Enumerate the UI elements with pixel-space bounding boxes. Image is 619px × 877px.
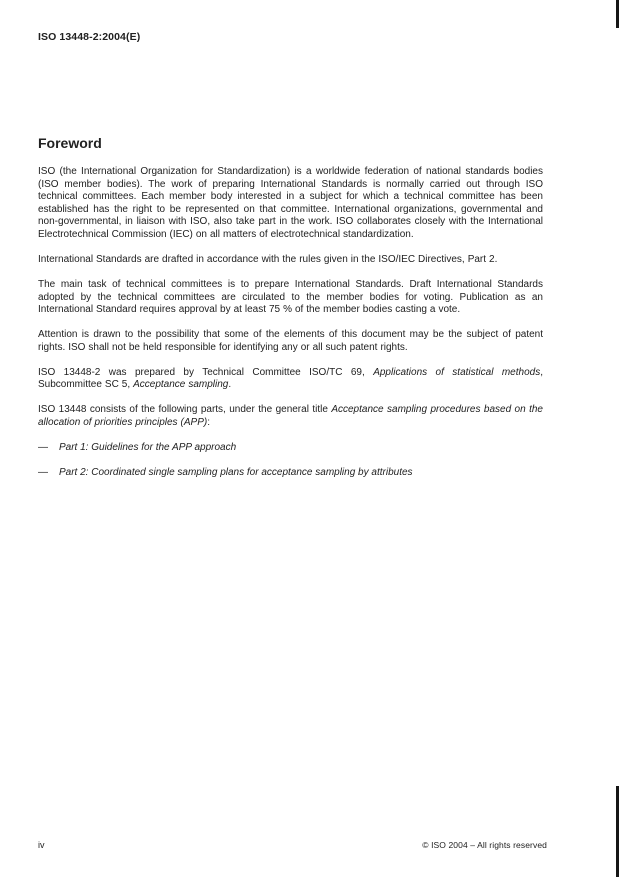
committee-title-italic: Applications of statistical methods bbox=[373, 366, 541, 378]
page-number: iv bbox=[38, 840, 45, 850]
doc-number-header: ISO 13448-2:2004(E) bbox=[38, 31, 141, 43]
series-general-title-italic: Acceptance sampling procedures based on the allocation of priorities principles (APP) bbox=[38, 404, 543, 428]
paragraph-patent-rights: Attention is drawn to the possibility that some of the elements of this document may be the subject of patent rights. ISO shall not be held responsible for identifying any or all such patent rights. bbox=[38, 329, 543, 353]
paragraph-committee bbox=[38, 367, 543, 392]
paragraph-directives: International Standards are drafted in accordance with the rules given in the ISO/IEC Directives, Part 2. bbox=[38, 253, 498, 265]
copyright-notice: © ISO 2004 – All rights reserved bbox=[422, 840, 547, 850]
em-dash-marker: — bbox=[38, 467, 48, 479]
em-dash-marker: — bbox=[38, 442, 48, 454]
part-2-label: Part 2: Coordinated single sampling plans for acceptance sampling by attributes bbox=[59, 467, 413, 479]
paragraph-committee-text: , Subcommittee SC 5, bbox=[38, 366, 543, 391]
paragraph-committee-text: . bbox=[228, 379, 232, 391]
paragraph-main-task: The main task of technical committees is to prepare International Standards. Draft International Standards adopted by the technical committees are circulated to the member bodies for voting. Publication as an International Standard requires approval by at least 75 % of the member bodies casting a vote. bbox=[38, 278, 543, 316]
foreword-section bbox=[38, 135, 543, 492]
paragraph-iso-federation: ISO (the International Organization for Standardization) is a worldwide federation of national standards bodies (ISO member bodies). The work of preparing International Standards is normally carried out through ISO technical committees. Each member body interested in a subject for which a technical committee has been established has the right to be represented on that committee. International organizations, governmental and non-governmental, in liaison with ISO, also take part in the work. ISO collaborates closely with the International Electrotechnical Commission (IEC) on all matters of electrotechnical standardization. bbox=[38, 166, 543, 240]
paragraph-parts-intro-text: : bbox=[207, 416, 210, 428]
paragraph-parts-intro bbox=[38, 404, 543, 429]
list-item-part-2 bbox=[38, 467, 543, 480]
foreword-heading: Foreword bbox=[38, 135, 102, 151]
parts-list bbox=[38, 442, 543, 480]
part-1-label: Part 1: Guidelines for the APP approach bbox=[59, 442, 237, 454]
list-item-part-1 bbox=[38, 442, 543, 455]
paragraph-committee-text: ISO 13448-2 was prepared by Technical Committee ISO/TC 69, bbox=[38, 366, 374, 378]
paragraph-parts-intro-text: ISO 13448 consists of the following parts, under the general title bbox=[38, 404, 332, 416]
page-footer bbox=[38, 840, 547, 850]
subcommittee-title-italic: Acceptance sampling bbox=[133, 379, 229, 391]
